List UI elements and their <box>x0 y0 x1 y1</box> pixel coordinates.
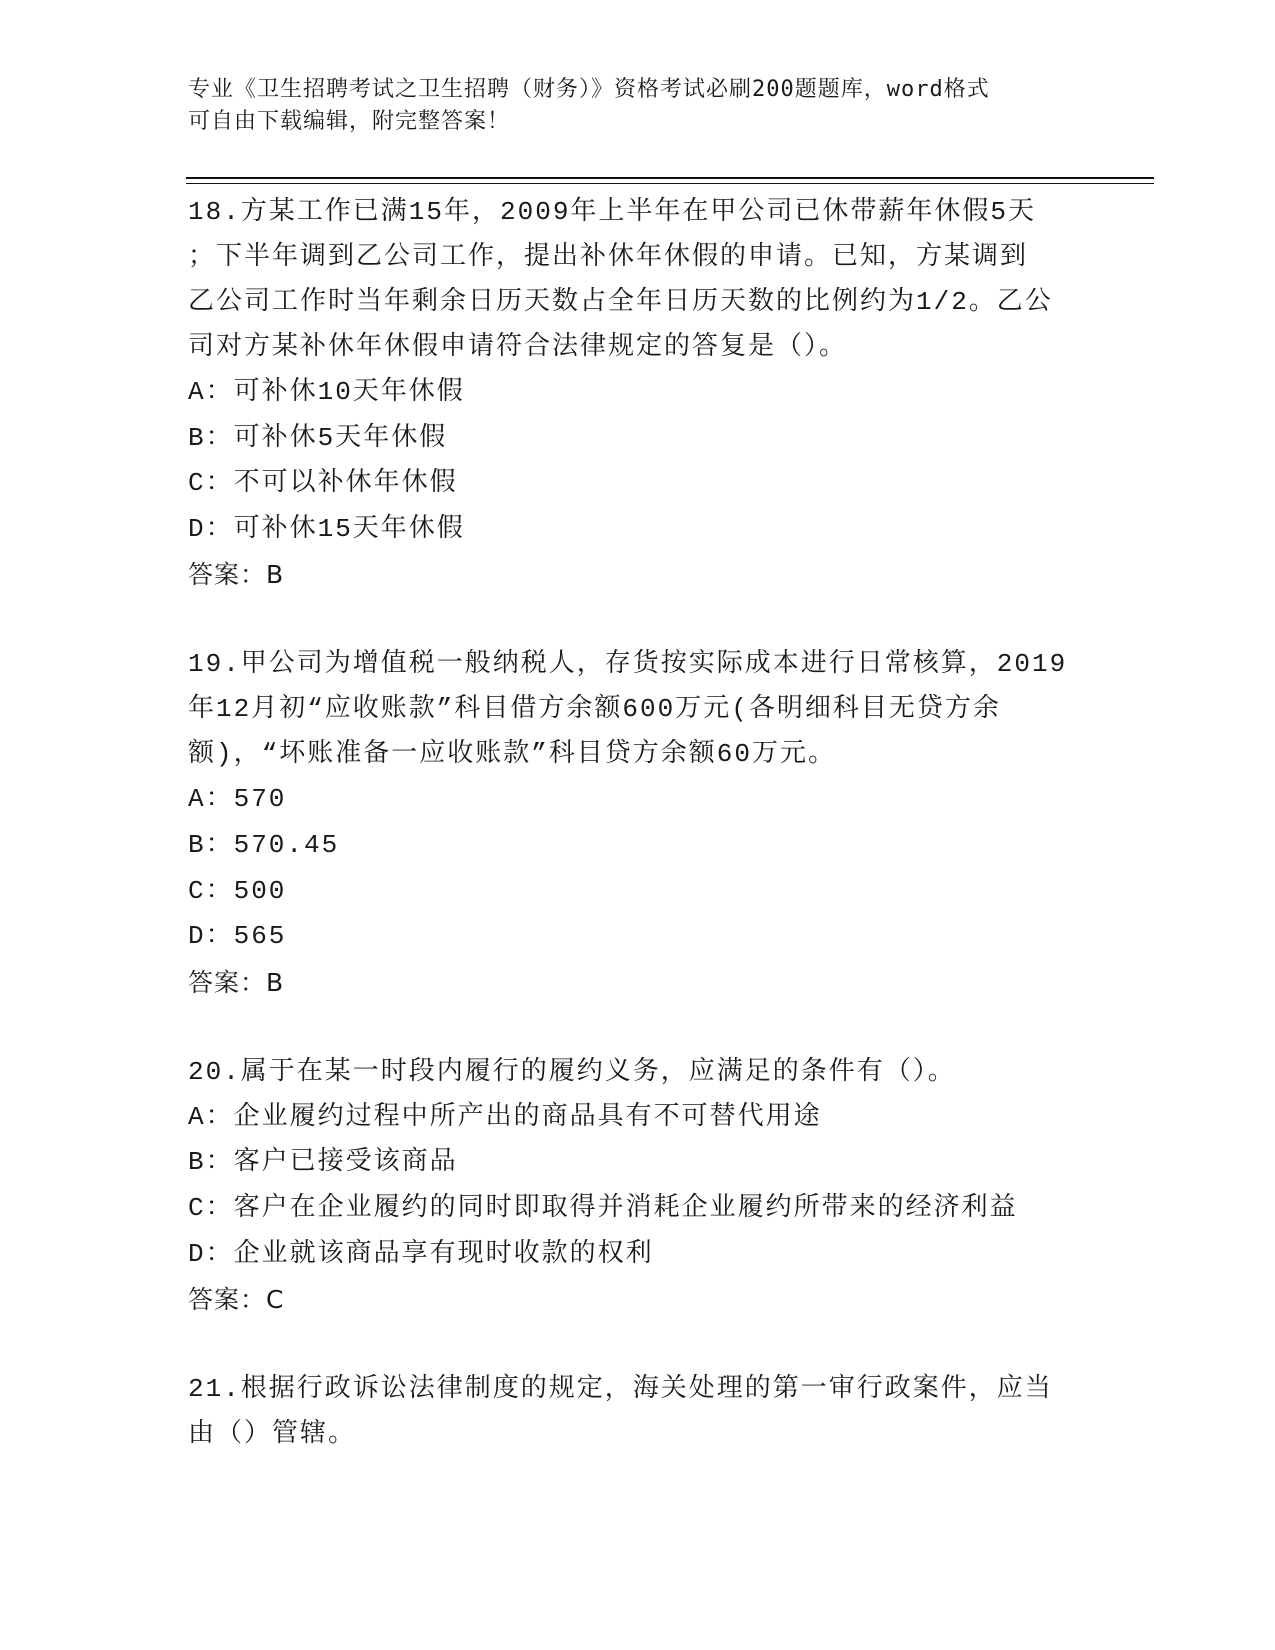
question-text: 18.方某工作已满15年，2009年上半年在甲公司已休带薪年休假5天 <box>188 197 1037 227</box>
question-spacer <box>188 598 1078 642</box>
question-spacer <box>188 1006 1078 1050</box>
question-text: 乙公司工作时当年剩余日历天数占全年日历天数的比例约为1/2。乙公 <box>188 287 1053 317</box>
header-divider-thin <box>186 183 1154 184</box>
question-text: ；下半年调到乙公司工作，提出补休年休假的申请。已知，方某调到 <box>188 242 1029 272</box>
option-b: B：570.45 <box>188 829 340 860</box>
question-text: 21.根据行政诉讼法律制度的规定，海关处理的第一审行政案件，应当 <box>188 1374 1053 1405</box>
option-d: D：565 <box>188 921 287 952</box>
option-d: D：企业就该商品享有现时收款的权利 <box>188 1238 654 1269</box>
option-b: B：客户已接受该商品 <box>188 1147 458 1178</box>
header-line: 专业《卫生招聘考试之卫生招聘（财务）》资格考试必刷200题题库，word格式 <box>188 77 990 102</box>
header-divider-thick <box>186 177 1154 179</box>
option-a: A：企业履约过程中所产出的商品具有不可替代用途 <box>188 1101 822 1132</box>
question-spacer <box>188 1323 1078 1367</box>
question-text: 年12月初“应收账款”科目借方余额600万元(各明细科目无贷方余 <box>188 694 1001 725</box>
option-a: A：可补休10天年休假 <box>188 377 465 407</box>
document-header <box>188 74 1068 138</box>
question-text: 由（）管辖。 <box>188 1419 357 1450</box>
question-19 <box>188 642 1078 1005</box>
question-text: 19.甲公司为增值税一般纳税人，存货按实际成本进行日常核算，2019 <box>188 649 1068 680</box>
question-18 <box>188 190 1078 598</box>
answer: 答案：B <box>188 967 285 997</box>
option-c: C：500 <box>188 875 287 906</box>
option-b: B：可补休5天年休假 <box>188 422 448 453</box>
answer: 答案：C <box>188 1285 285 1315</box>
answer: 答案：B <box>188 560 285 590</box>
option-d: D：可补休15天年休假 <box>188 513 465 544</box>
question-text: 额)，“坏账准备一应收账款”科目贷方余额60万元。 <box>188 739 837 770</box>
question-20 <box>188 1050 1078 1323</box>
option-c: C：客户在企业履约的同时即取得并消耗企业履约所带来的经济利益 <box>188 1192 1018 1223</box>
question-list <box>188 190 1078 1457</box>
question-text: 20.属于在某一时段内履行的履约义务，应满足的条件有（）。 <box>188 1056 956 1087</box>
question-21 <box>188 1367 1078 1457</box>
option-c: C：不可以补休年休假 <box>188 468 458 499</box>
option-a: A：570 <box>188 784 287 815</box>
header-line: 可自由下载编辑，附完整答案！ <box>188 109 511 134</box>
question-text: 司对方某补休年休假申请符合法律规定的答复是（）。 <box>188 332 848 362</box>
